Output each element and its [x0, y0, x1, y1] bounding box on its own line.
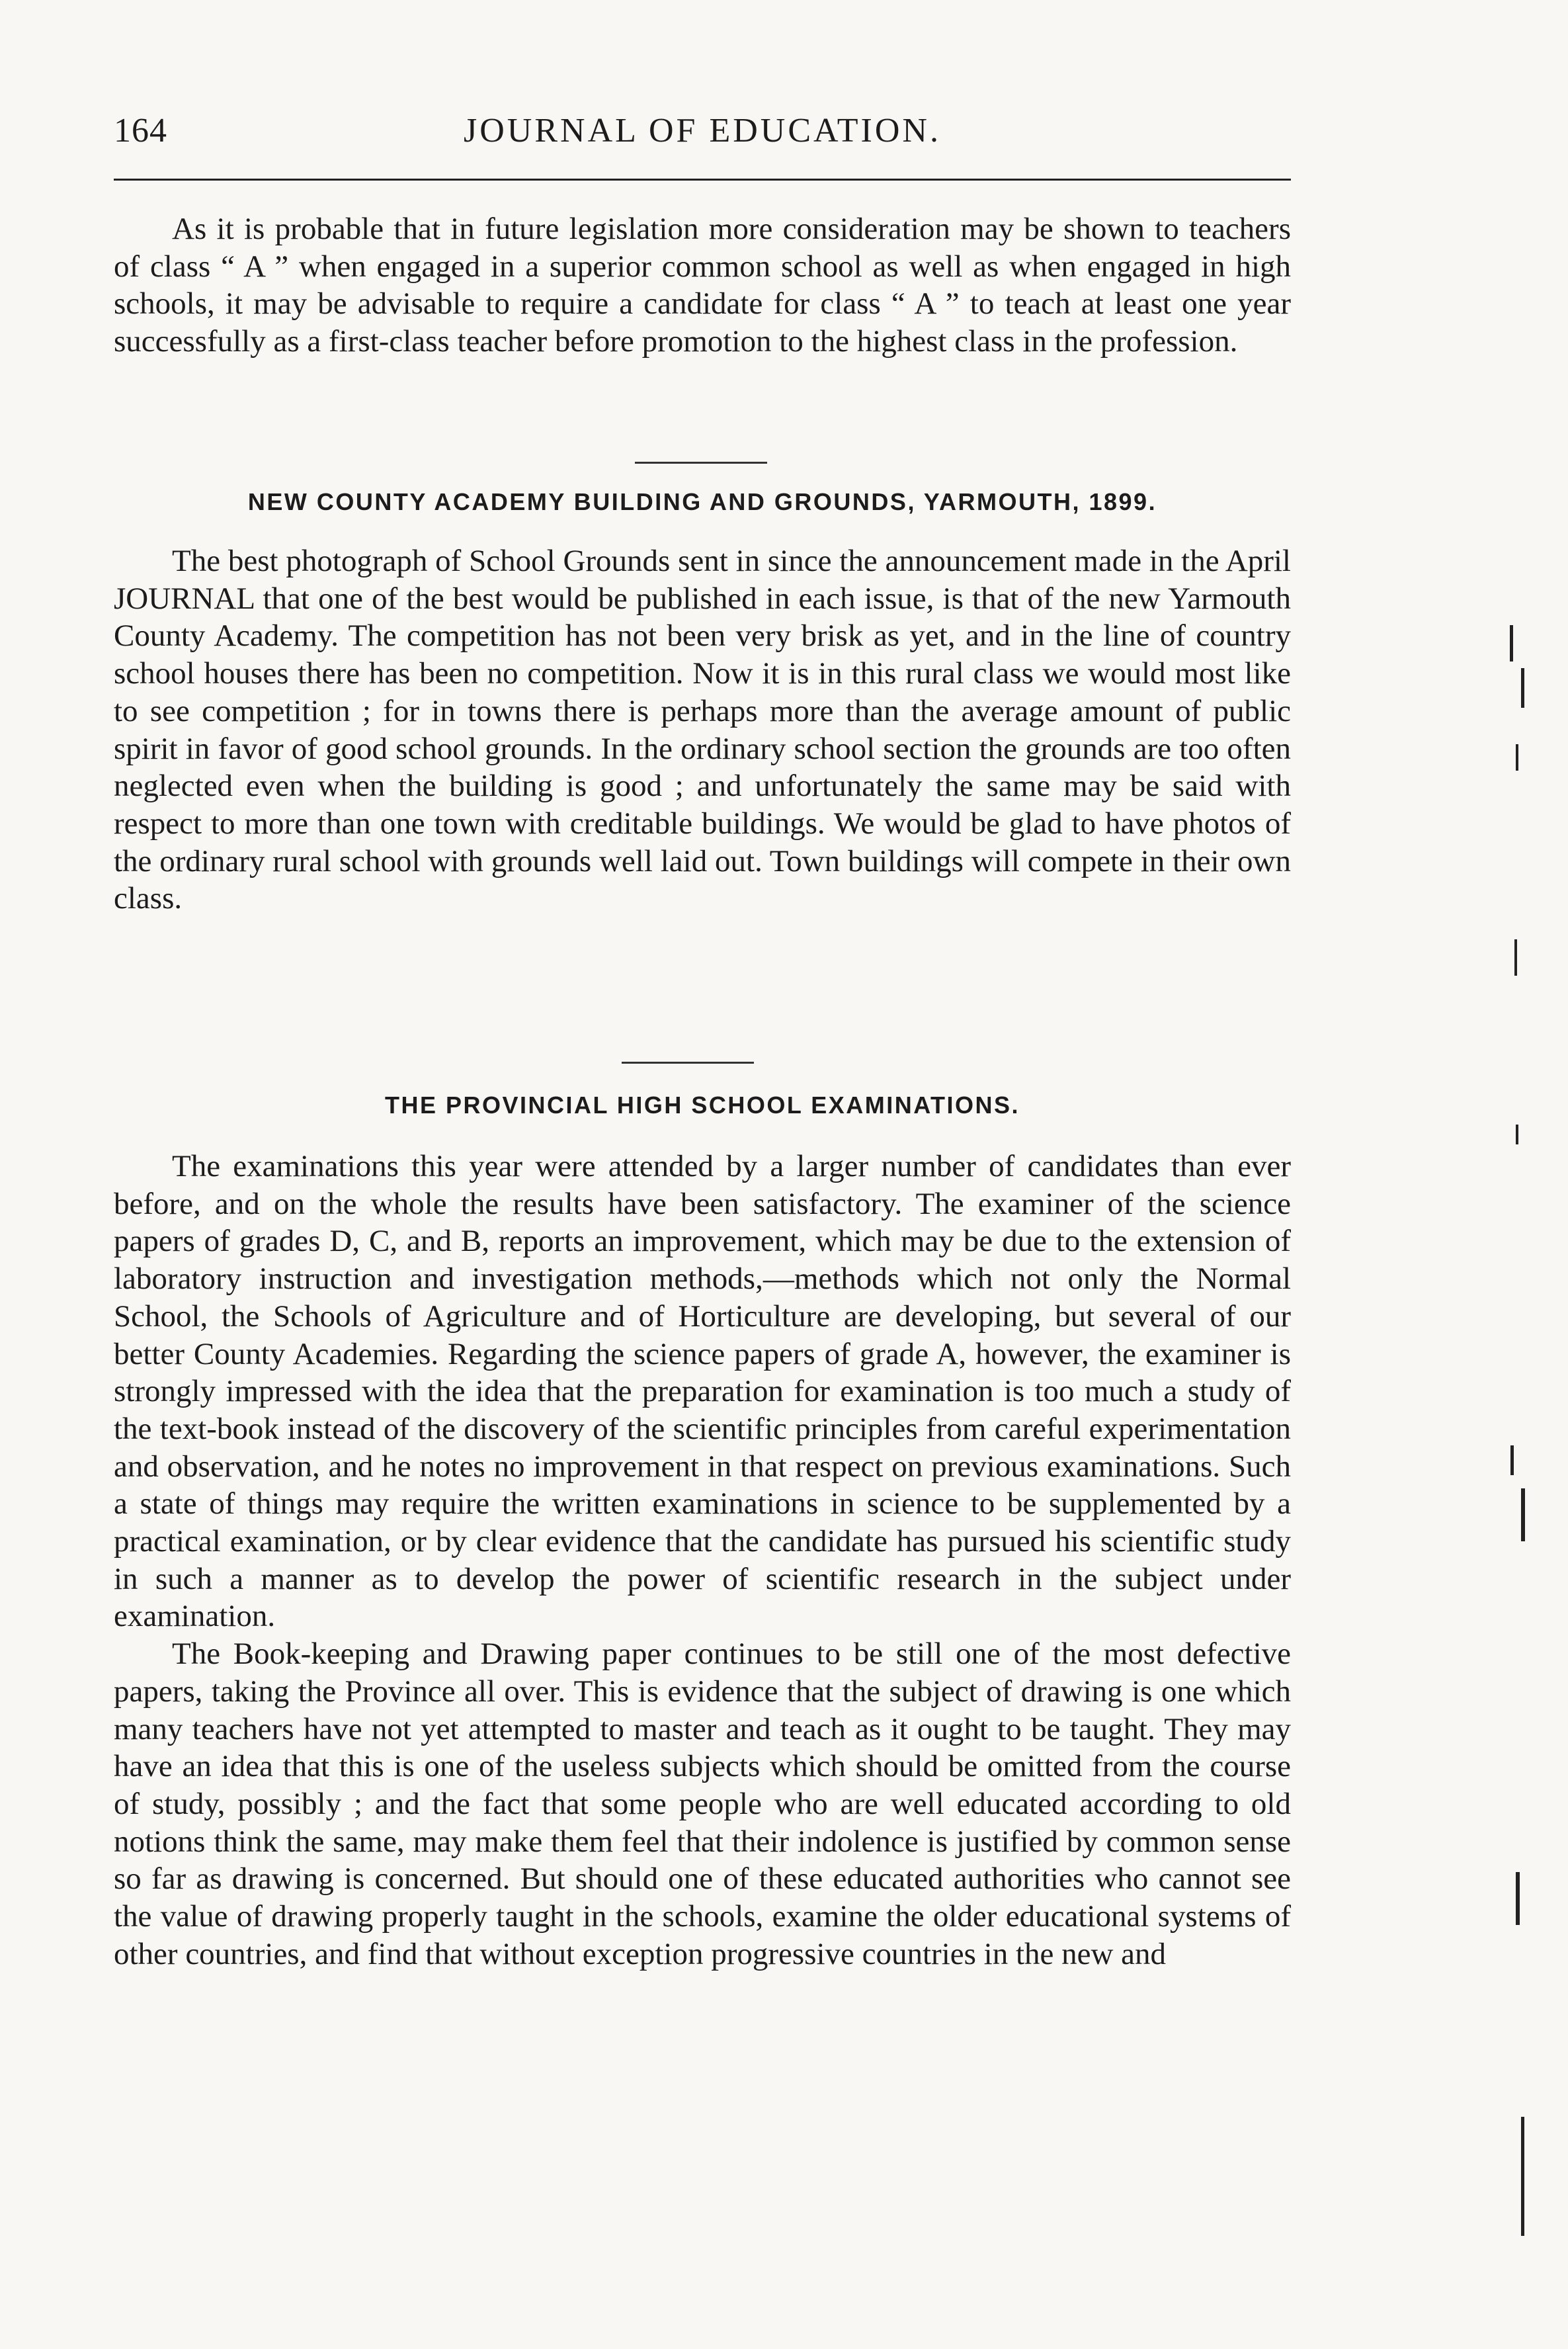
- examinations-paragraph-1: The examinations this year were attended by a larger number of candidates than ever before, and on the whole the results have been satisfactory. The examiner of the science papers of grades D, C, and B, reports an improvement, which may be due to the extension of laboratory instruction and investigation methods,—methods which not only the Normal School, the Schools of Agriculture and of Horticulture are developing, but several of our better County Academies. Regarding the science papers of grade A, however, the examiner is strongly impressed with the idea that the preparation for examination is too much a study of the text-book instead of the discovery of the scientific principles from careful experimentation and observation, and he notes no improvement in that respect on previous examinations. Such a state of things may require the written examinations in science to be supplemented by a practical examination, or by clear evidence that the candidate has pursued his scientific study in such a manner as to develop the power of scientific research in the subject under examination.: [114, 1149, 1291, 1634]
- page-header: [114, 111, 1291, 164]
- scan-artifact-mark: [1516, 1125, 1518, 1144]
- header-rule: [114, 179, 1291, 181]
- section-divider: [622, 1062, 754, 1064]
- scan-artifact-mark: [1510, 1445, 1514, 1475]
- academy-paragraph: The best photograph of School Grounds sent in since the announcement made in the April JOURNAL that one of the best would be published in each issue, is that of the new Yarmouth County Academy. The competition has not been very brisk as yet, and in the line of country school houses there has been no competition. Now it is in this rural class we would most like to see competition ; for in towns there is perhaps more than the average amount of public spirit in favor of good school grounds. In the ordinary school section the grounds are too often neglected even when the building is good ; and unfortunately the same may be said with respect to more than one town with creditable buildings. We would be glad to have photos of the ordinary rural school with grounds well laid out. Town buildings will compete in their own class.: [114, 544, 1291, 916]
- section-heading-academy: NEW COUNTY ACADEMY BUILDING AND GROUNDS, YARMOUTH, 1899.: [247, 488, 1157, 515]
- section-divider: [635, 462, 767, 464]
- journal-title: JOURNAL OF EDUCATION.: [464, 112, 941, 149]
- scan-artifact-mark: [1516, 744, 1518, 771]
- section-academy-body: [114, 542, 1291, 918]
- scan-artifact-mark: [1521, 2117, 1524, 2236]
- scan-artifact-mark: [1521, 668, 1524, 708]
- section-heading-examinations: THE PROVINCIAL HIGH SCHOOL EXAMINATIONS.: [384, 1091, 1020, 1119]
- scan-artifact-mark: [1514, 939, 1517, 976]
- intro-paragraph: As it is probable that in future legislation more consideration may be shown to teachers of class “ A ” when engaged in a superior common school as well as when engaged in high schools, it may be advisable to require a candidate for class “ A ” to teach at least one year successfully as a first-class teacher before promotion to the highest class in the profession.: [114, 212, 1291, 359]
- section-examinations-body: [114, 1148, 1291, 1973]
- scan-artifact-mark: [1510, 625, 1513, 662]
- scan-artifact-mark: [1521, 1488, 1525, 1541]
- page-number: 164: [114, 112, 167, 149]
- examinations-paragraph-2: The Book-keeping and Drawing paper continues to be still one of the most defective papers, taking the Province all over. This is evidence that the subject of drawing is one which many teachers have not yet attempted to master and teach as it ought to be taught. They may have an idea that this is one of the useless subjects which should be omitted from the course of study, possibly ; and the fact that some people who are well educated according to old notions think the same, may make them feel that their indolence is justified by common sense so far as drawing is concerned. But should one of these educated authorities who cannot see the value of drawing properly taught in the schools, examine the older educational systems of other countries, and find that without exception progressive countries in the new and: [114, 1637, 1291, 1971]
- intro-block: [114, 210, 1291, 361]
- scan-artifact-mark: [1516, 1872, 1520, 1925]
